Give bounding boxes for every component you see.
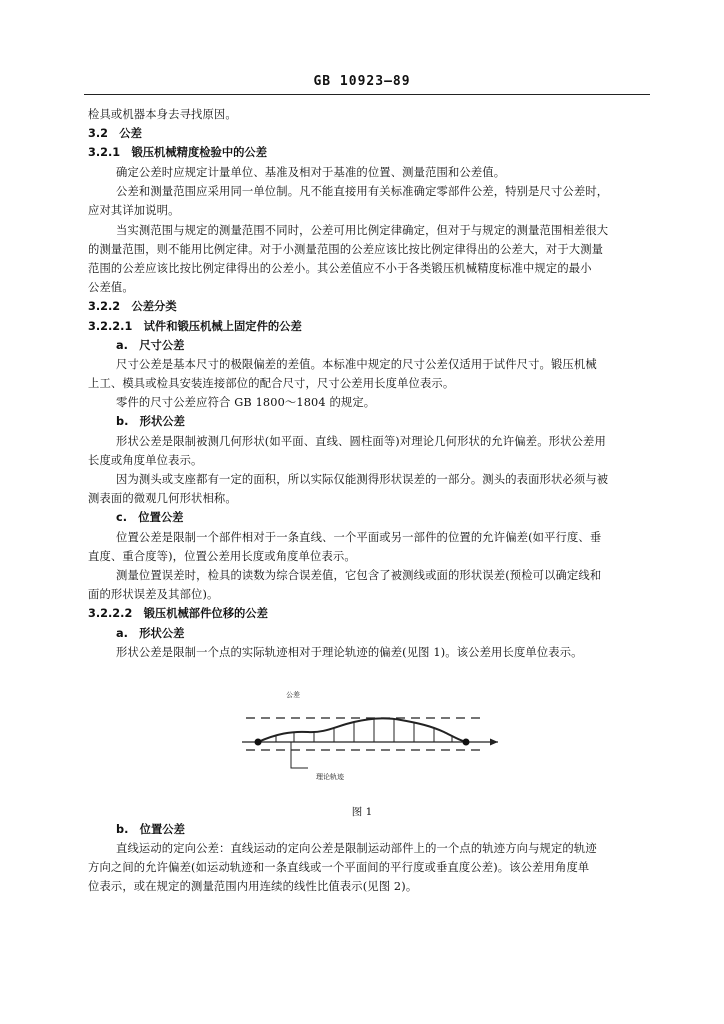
section-heading: 3.2.2.2 锻压机械部件位移的公差 bbox=[88, 607, 268, 620]
text-line: 方向之间的允许偏差(如运动轨迹和一条直线或一个平面间的平行度或垂直度公差)。该公差用角度单 bbox=[88, 861, 590, 874]
text-line: 直度、重合度等)，位置公差用长度或角度单位表示。 bbox=[88, 550, 356, 563]
text-line: 面的形状误差及其部位)。 bbox=[88, 588, 219, 601]
end-point bbox=[463, 739, 470, 746]
start-point bbox=[255, 739, 262, 746]
text-line: 形状公差是限制一个点的实际轨迹相对于理论轨迹的偏差(见图 1)。该公差用长度单位表示。 bbox=[116, 646, 583, 659]
text-line: 位置公差是限制一个部件相对于一条直线、一个平面或另一部件的位置的允许偏差(如平行度、垂 bbox=[116, 531, 602, 544]
subsection-heading: a. 形状公差 bbox=[116, 627, 185, 640]
text-line: 上工、模具或检具安装连接部位的配合尺寸，尺寸公差用长度单位表示。 bbox=[88, 377, 455, 390]
text-line: 测量位置误差时，检具的读数为综合误差值，它包含了被测线或面的形状误差(预检可以确定线和 bbox=[116, 569, 602, 582]
text-line: 当实测范围与规定的测量范围不同时，公差可用比例定律确定，但对于与规定的测量范围相差很大 bbox=[116, 224, 609, 237]
subsection-heading: b. 形状公差 bbox=[116, 415, 185, 428]
text-line: 范围的公差应该比按比例定律得出的公差小。其公差值应不小于各类锻压机械精度标准中规定的最小 bbox=[88, 262, 592, 275]
section-heading: 3.2 公差 bbox=[88, 127, 142, 140]
section-heading: 3.2.1 锻压机械精度检验中的公差 bbox=[88, 146, 268, 159]
text-line: 尺寸公差是基本尺寸的极限偏差的差值。本标准中规定的尺寸公差仅适用于试件尺寸。锻压机械 bbox=[116, 358, 597, 371]
text-line: 长度或角度单位表示。 bbox=[88, 454, 203, 467]
text-line: 测表面的微观几何形状相称。 bbox=[88, 492, 237, 505]
measurement-ticks bbox=[276, 718, 452, 742]
text-line: 形状公差是限制被测几何形状(如平面、直线、圆柱面等)对理论几何形状的允许偏差。形状公差用 bbox=[116, 435, 606, 448]
section-heading: 3.2.2.1 试件和锻压机械上固定件的公差 bbox=[88, 320, 302, 333]
text-line: 位表示，或在规定的测量范围内用连续的线性比值表示(见图 2)。 bbox=[88, 880, 418, 893]
label-leader-line bbox=[291, 742, 308, 768]
trajectory-arrow bbox=[490, 739, 498, 746]
trajectory-diagram bbox=[236, 690, 516, 790]
tolerance-label: 公差 bbox=[286, 691, 300, 699]
theoretical-trajectory-label: 理论轨迹 bbox=[316, 773, 344, 781]
figure-caption: 图 1 bbox=[351, 806, 373, 818]
actual-trajectory-curve bbox=[258, 718, 466, 742]
subsection-heading: b. 位置公差 bbox=[116, 823, 185, 836]
subsection-heading: c. 位置公差 bbox=[116, 511, 184, 524]
text-line: 应对其详加说明。 bbox=[88, 204, 180, 217]
text-line: 直线运动的定向公差：直线运动的定向公差是限制运动部件上的一个点的轨迹方向与规定的轨迹 bbox=[116, 842, 597, 855]
header-rule bbox=[84, 94, 650, 95]
text-line: 零件的尺寸公差应符合 GB 1800～1804 的规定。 bbox=[116, 396, 376, 409]
text-line: 因为测头或支座都有一定的面积，所以实际仅能测得形状误差的一部分。测头的表面形状必须与被 bbox=[116, 473, 609, 486]
text-line: 公差和测量范围应采用同一单位制。凡不能直接用有关标准确定零部件公差，特别是尺寸公差时， bbox=[116, 185, 609, 198]
text-line: 的测量范围，则不能用比例定律。对于小测量范围的公差应该比按比例定律得出的公差大，对于大测量 bbox=[88, 243, 604, 256]
text-line: 检具或机器本身去寻找原因。 bbox=[88, 108, 237, 121]
text-line: 公差值。 bbox=[88, 281, 134, 294]
text-line: 确定公差时应规定计量单位、基准及相对于基准的位置、测量范围和公差值。 bbox=[116, 166, 506, 179]
subsection-heading: a. 尺寸公差 bbox=[116, 339, 185, 352]
standard-code-header: GB 10923—89 bbox=[313, 74, 411, 89]
section-heading: 3.2.2 公差分类 bbox=[88, 300, 177, 313]
